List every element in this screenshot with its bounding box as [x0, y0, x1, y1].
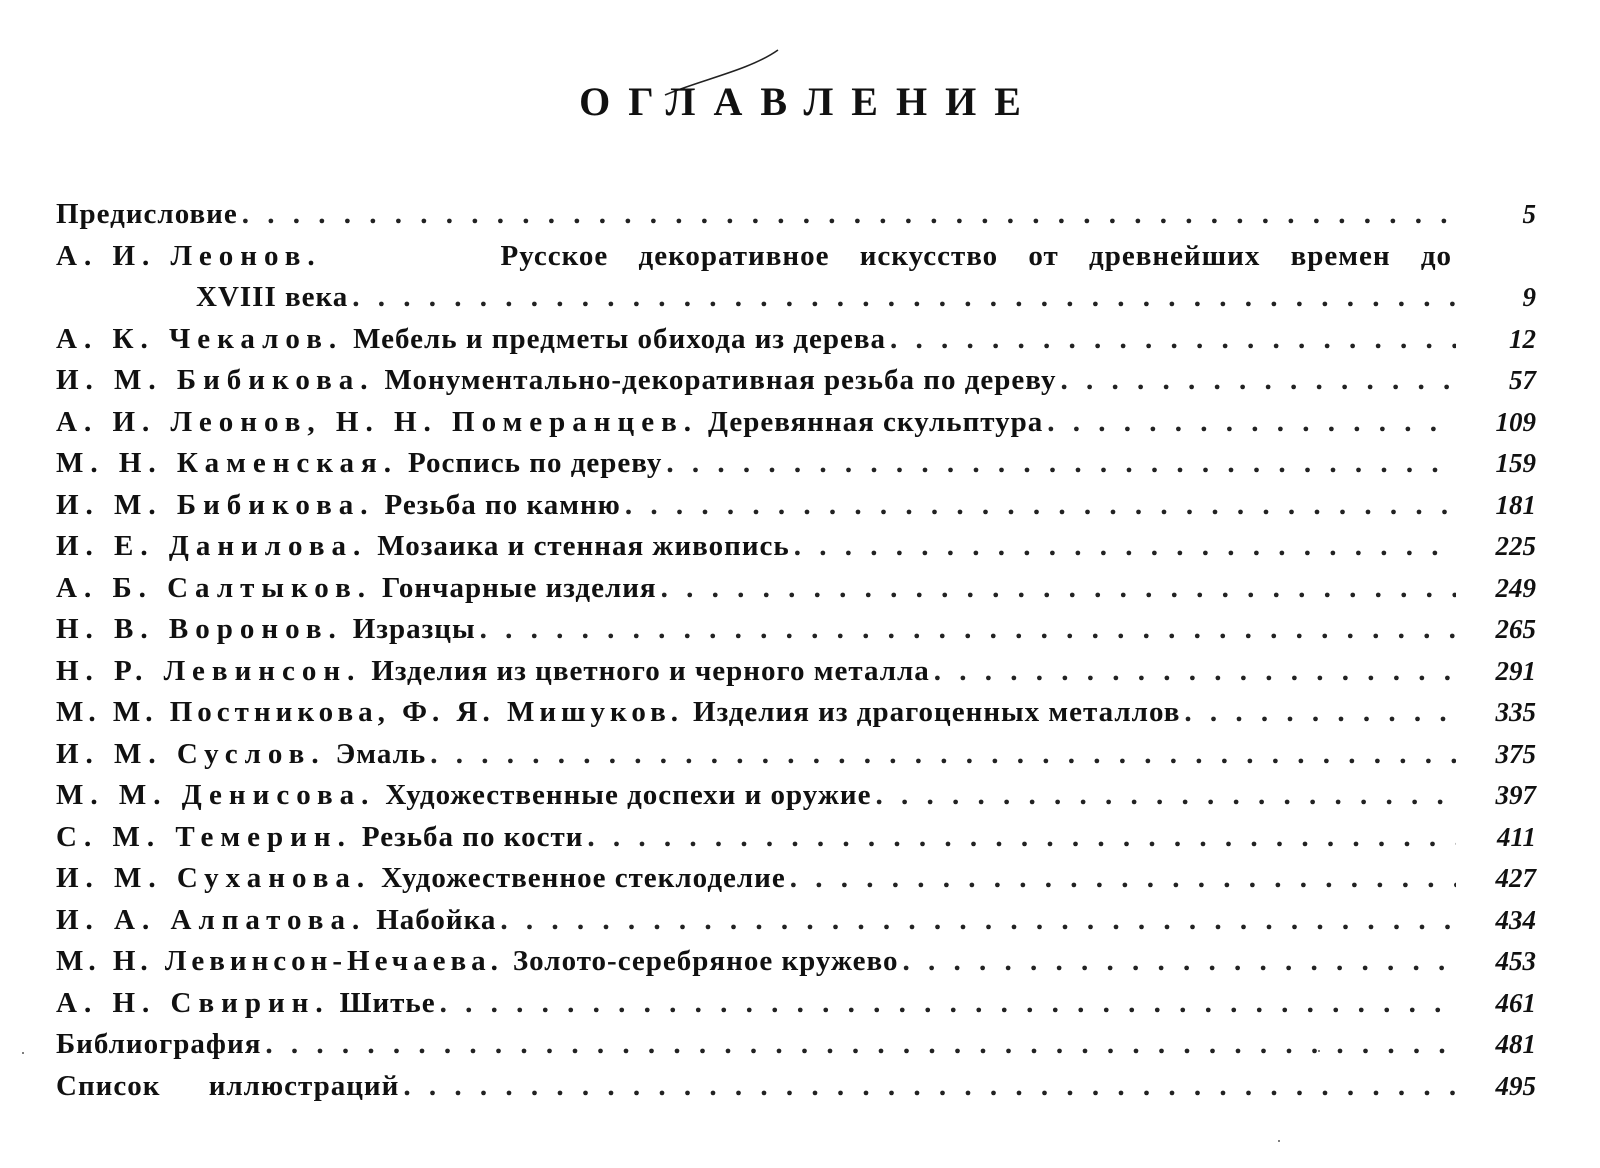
- page-number: 461: [1495, 987, 1536, 1018]
- page-number: 159: [1495, 448, 1536, 478]
- entry-title: Роспись по дереву: [408, 447, 663, 479]
- entry-author: И. А. Алпатова.: [56, 903, 367, 936]
- toc-entry-illustrations: [56, 1070, 1536, 1112]
- entry-author: Н. В. Воронов.: [56, 613, 343, 645]
- page-number: 265: [1495, 614, 1536, 644]
- entry-author: М. М. Постникова, Ф. Я. Мишуков.: [56, 696, 684, 728]
- toc-entry-leonov-line1: [56, 240, 1536, 282]
- dot-leader: [661, 572, 1456, 605]
- entry-title-continuation: XVIII века: [196, 281, 349, 313]
- dot-leader: [890, 323, 1456, 356]
- page-number: 57: [1509, 365, 1536, 395]
- dot-leader: [625, 489, 1456, 522]
- entry-title: Гончарные изделия: [382, 571, 657, 604]
- page-number: 427: [1495, 863, 1536, 893]
- entry-title: Набойка: [376, 903, 497, 936]
- entry-author: М. М. Денисова.: [56, 779, 376, 811]
- dot-leader: [903, 945, 1456, 978]
- page-number: 434: [1495, 904, 1536, 935]
- page-number: 109: [1495, 406, 1536, 437]
- page-number: 225: [1495, 531, 1536, 561]
- dot-leader: [480, 613, 1456, 646]
- page-number: 9: [1522, 282, 1536, 312]
- entry-author: А. Б. Салтыков.: [56, 571, 372, 604]
- entry-title: Изделия из цветного и черного металла: [371, 654, 930, 687]
- toc-entry: [56, 904, 1536, 946]
- entry-title: Изразцы: [352, 613, 476, 645]
- entry-title: Художественное стеклоделие: [381, 862, 786, 894]
- entry-title: Русское декоративное искусство от древнейших времен до: [500, 239, 1452, 272]
- page-number: 397: [1495, 780, 1536, 810]
- dot-leader: [790, 862, 1456, 895]
- dot-leader: [403, 1070, 1456, 1103]
- toc-entry-leonov-line2: [56, 281, 1536, 323]
- entry-title: Мозаика и стенная живопись: [377, 530, 790, 562]
- page-number: 481: [1495, 1029, 1536, 1059]
- dot-leader: [500, 904, 1456, 937]
- dot-leader: [1060, 364, 1456, 397]
- entry-title: Изделия из драгоценных металлов: [693, 696, 1181, 728]
- toc-entry: [56, 406, 1536, 448]
- toc-entry: [56, 945, 1536, 987]
- toc-entry: [56, 821, 1536, 863]
- toc-entry: [56, 655, 1536, 697]
- entry-author: И. М. Суслов.: [56, 737, 326, 770]
- table-of-contents: [56, 198, 1536, 1111]
- dot-leader: [794, 530, 1456, 563]
- toc-entry: [56, 364, 1536, 406]
- entry-author: Н. Р. Левинсон.: [56, 654, 362, 687]
- dot-leader: [587, 821, 1456, 854]
- dot-leader: [430, 738, 1456, 771]
- entry-author: А. К. Чекалов.: [56, 322, 344, 355]
- entry-title: Резьба по камню: [384, 488, 621, 521]
- page-number: 335: [1495, 697, 1536, 727]
- toc-entry: [56, 987, 1536, 1029]
- entry-title: Предисловие: [56, 198, 238, 230]
- entry-title: Эмаль: [335, 737, 427, 770]
- toc-entry: [56, 696, 1536, 738]
- entry-author: А. И. Леонов, Н. Н. Померанцев.: [56, 405, 699, 438]
- entry-title: Деревянная скульптура: [708, 405, 1044, 438]
- dot-leader: [934, 655, 1456, 688]
- entry-title: Художественные доспехи и оружие: [385, 779, 872, 811]
- entry-author: И. М. Суханова.: [56, 862, 372, 894]
- entry-title: Список иллюстраций: [56, 1069, 400, 1102]
- toc-entry-bibliography: [56, 1028, 1536, 1070]
- entry-author: А. И. Леонов.: [56, 239, 322, 272]
- print-speck: [1318, 1050, 1320, 1052]
- dot-leader: [876, 779, 1457, 812]
- dot-leader: [265, 1028, 1456, 1061]
- entry-author: И. М. Бибикова.: [56, 364, 375, 396]
- toc-entry: [56, 779, 1536, 821]
- entry-author: И. Е. Данилова.: [56, 530, 368, 562]
- print-speck: [22, 1052, 24, 1054]
- dot-leader: [352, 281, 1456, 314]
- entry-title: Библиография: [56, 1028, 262, 1060]
- dot-leader: [1047, 406, 1456, 439]
- toc-entry: [56, 489, 1536, 531]
- toc-entry: [56, 738, 1536, 780]
- entry-title: Мебель и предметы обихода из дерева: [353, 322, 887, 355]
- dot-leader: [242, 198, 1456, 231]
- dot-leader: [666, 447, 1456, 480]
- toc-entry: [56, 572, 1536, 614]
- page-number: 12: [1509, 323, 1536, 354]
- entry-title: Золото-серебряное кружево: [512, 945, 899, 977]
- print-speck: [1278, 1140, 1280, 1142]
- page-number: 249: [1495, 572, 1536, 603]
- entry-author: М. Н. Каменская.: [56, 447, 398, 479]
- toc-entry: [56, 530, 1536, 572]
- page-number: 5: [1522, 199, 1536, 229]
- page-number: 411: [1496, 821, 1536, 852]
- dot-leader: [440, 987, 1456, 1020]
- toc-entry: [56, 613, 1536, 655]
- page-number: 375: [1495, 738, 1536, 769]
- page-number: 453: [1495, 946, 1536, 976]
- dot-leader: [1184, 696, 1456, 729]
- page-title: ОГЛАВЛЕНИЕ: [579, 79, 1039, 124]
- page-number: 495: [1495, 1070, 1536, 1101]
- entry-author: А. Н. Свирин.: [56, 986, 330, 1019]
- entry-title: Резьба по кости: [361, 820, 584, 853]
- page-number: 291: [1495, 655, 1536, 686]
- entry-author: М. Н. Левинсон-Нечаева.: [56, 945, 503, 977]
- entry-title: Монументально-декоративная резьба по дереву: [384, 364, 1057, 396]
- entry-author: И. М. Бибикова.: [56, 488, 375, 521]
- page-number: 181: [1495, 489, 1536, 520]
- toc-entry-preface: [56, 198, 1536, 240]
- entry-title: Шитье: [339, 986, 436, 1019]
- toc-entry: [56, 323, 1536, 365]
- entry-author: С. М. Темерин.: [56, 820, 352, 853]
- toc-entry: [56, 447, 1536, 489]
- toc-entry: [56, 862, 1536, 904]
